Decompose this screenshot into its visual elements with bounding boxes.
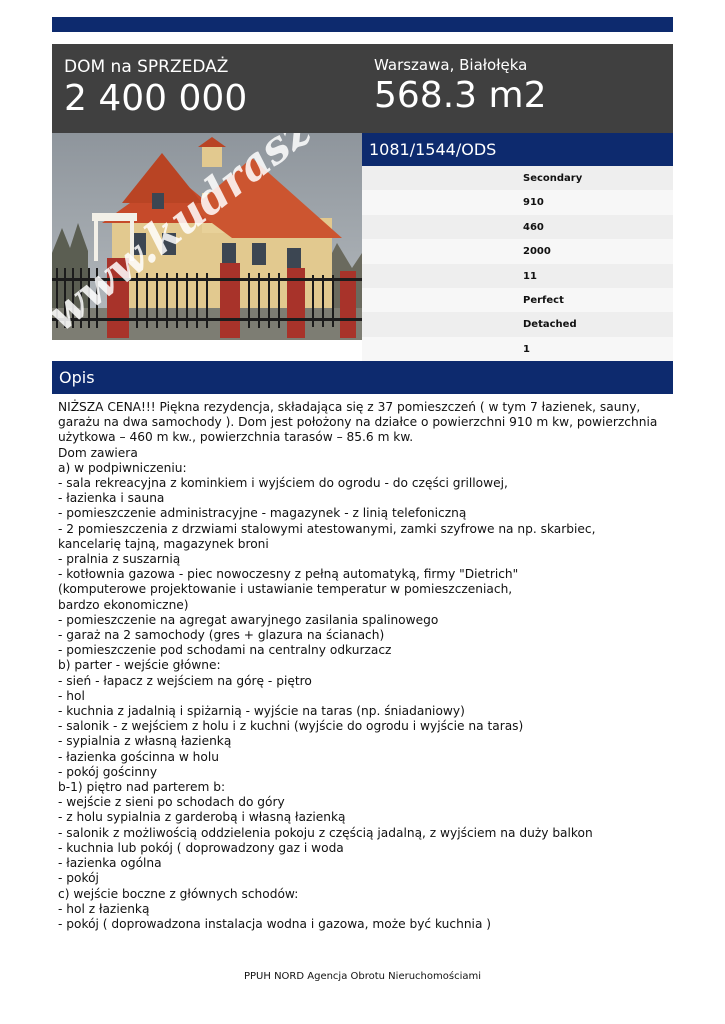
description-line: - pokój bbox=[58, 871, 99, 886]
detail-row bbox=[362, 190, 673, 214]
description-line: - pomieszczenie administracyjne - magazynek - z linią telefoniczną bbox=[58, 506, 467, 521]
footer-agency: PPUH NORD Agencja Obrotu Nieruchomościami bbox=[244, 971, 481, 982]
description-line: Dom zawiera bbox=[58, 445, 138, 460]
listing-price: 2 400 000 bbox=[64, 78, 248, 119]
property-photo bbox=[52, 133, 362, 340]
reference-bar bbox=[362, 133, 673, 166]
detail-value: Detached bbox=[523, 319, 577, 331]
detail-row bbox=[362, 288, 673, 312]
detail-row bbox=[362, 312, 673, 336]
description-line: - 2 pomieszczenia z drzwiami stalowymi atestowanymi, zamki szyfrowe na np. skarbiec, bbox=[58, 521, 596, 536]
detail-value: Secondary bbox=[523, 173, 583, 184]
description-line: - pomieszczenie na agregat awaryjnego zasilania spalinowego bbox=[58, 612, 439, 627]
description-line: - garaż na 2 samochody (gres + glazura na ścianach) bbox=[58, 628, 385, 643]
description-line: b-1) piętro nad parterem b: bbox=[58, 780, 226, 795]
description-line: a) w podpiwniczeniu: bbox=[58, 460, 187, 475]
description-line: - łazienka ogólna bbox=[58, 856, 162, 871]
description-line: b) parter - wejście główne: bbox=[58, 658, 221, 673]
description-line: NIŻSZA CENA!!! Piękna rezydencja, składająca się z 37 pomieszczeń ( w tym 7 łazienek, sauny, bbox=[58, 400, 641, 414]
description-line: - pokój gościnny bbox=[58, 764, 158, 779]
description-line: - z holu sypialnia z garderobą i własną łazienką bbox=[58, 810, 346, 825]
description-line: - łazienka i sauna bbox=[58, 491, 165, 506]
reference-number: 1081/1544/ODS bbox=[369, 140, 497, 159]
description-line: - kuchnia z jadalnią i spiżarnią - wyjście na taras (np. śniadaniowy) bbox=[58, 704, 465, 719]
top-accent-bar bbox=[52, 17, 673, 32]
detail-row bbox=[362, 215, 673, 239]
description-line: - sypialnia z własną łazienką bbox=[58, 734, 232, 749]
description-text bbox=[58, 400, 668, 932]
detail-value: 910 bbox=[523, 197, 544, 209]
detail-row bbox=[362, 166, 673, 190]
detail-value: Perfect bbox=[523, 294, 564, 306]
detail-row bbox=[362, 239, 673, 263]
description-line: - kuchnia lub pokój ( doprowadzony gaz i woda bbox=[58, 840, 344, 855]
description-line: - hol z łazienką bbox=[58, 901, 150, 916]
listing-location: Warszawa, Białołęka bbox=[374, 56, 528, 74]
description-line: - sień - łapacz z wejściem na górę - piętro bbox=[58, 673, 312, 688]
detail-value: 460 bbox=[523, 221, 544, 233]
detail-value: 11 bbox=[523, 270, 537, 282]
description-section-bar bbox=[52, 361, 673, 394]
description-line: - hol bbox=[58, 688, 85, 703]
description-line: użytkowa – 460 m kw., powierzchnia tarasów – 85.6 m kw. bbox=[58, 430, 414, 445]
listing-area: 568.3 m2 bbox=[374, 75, 547, 116]
details-table bbox=[362, 166, 673, 361]
description-line: c) wejście boczne z głównych schodów: bbox=[58, 886, 299, 901]
description-line: bardzo ekonomiczne) bbox=[58, 597, 189, 612]
description-line: (komputerowe projektowanie i ustawianie temperatur w pomieszczeniach, bbox=[58, 582, 513, 597]
description-line: garażu na dwa samochody ). Dom jest położony na działce o powierzchni 910 m kw, powierzchnia bbox=[58, 415, 658, 430]
detail-value: 2000 bbox=[523, 246, 551, 258]
listing-header bbox=[52, 44, 673, 133]
section-title: Opis bbox=[59, 368, 95, 387]
description-line: - łazienka gościnna w holu bbox=[58, 749, 219, 764]
listing-kind: DOM na SPRZEDAŻ bbox=[64, 57, 229, 77]
detail-row bbox=[362, 264, 673, 288]
description-line: - pralnia z suszarnią bbox=[58, 552, 181, 567]
detail-value: 1 bbox=[523, 343, 530, 355]
house-illustration bbox=[52, 133, 362, 340]
description-line: - pomieszczenie pod schodami na centralny odkurzacz bbox=[58, 643, 392, 658]
description-line: - sala rekreacyjna z kominkiem i wyjściem do ogrodu - do części grillowej, bbox=[58, 476, 508, 491]
description-line: kancelarię tajną, magazynek broni bbox=[58, 536, 269, 551]
detail-row bbox=[362, 337, 673, 361]
description-line: - salonik - z wejściem z holu i z kuchni (wyjście do ogrodu i wyjście na taras) bbox=[58, 719, 524, 734]
description-line: - salonik z możliwością oddzielenia pokoju z częścią jadalną, z wyjściem na duży balkon bbox=[58, 825, 593, 840]
description-line: - pokój ( doprowadzona instalacja wodna i gazowa, może być kuchnia ) bbox=[58, 916, 492, 931]
description-line: - kotłownia gazowa - piec nowoczesny z pełną automatyką, firmy "Dietrich" bbox=[58, 567, 519, 582]
description-line: - wejście z sieni po schodach do góry bbox=[58, 795, 285, 810]
